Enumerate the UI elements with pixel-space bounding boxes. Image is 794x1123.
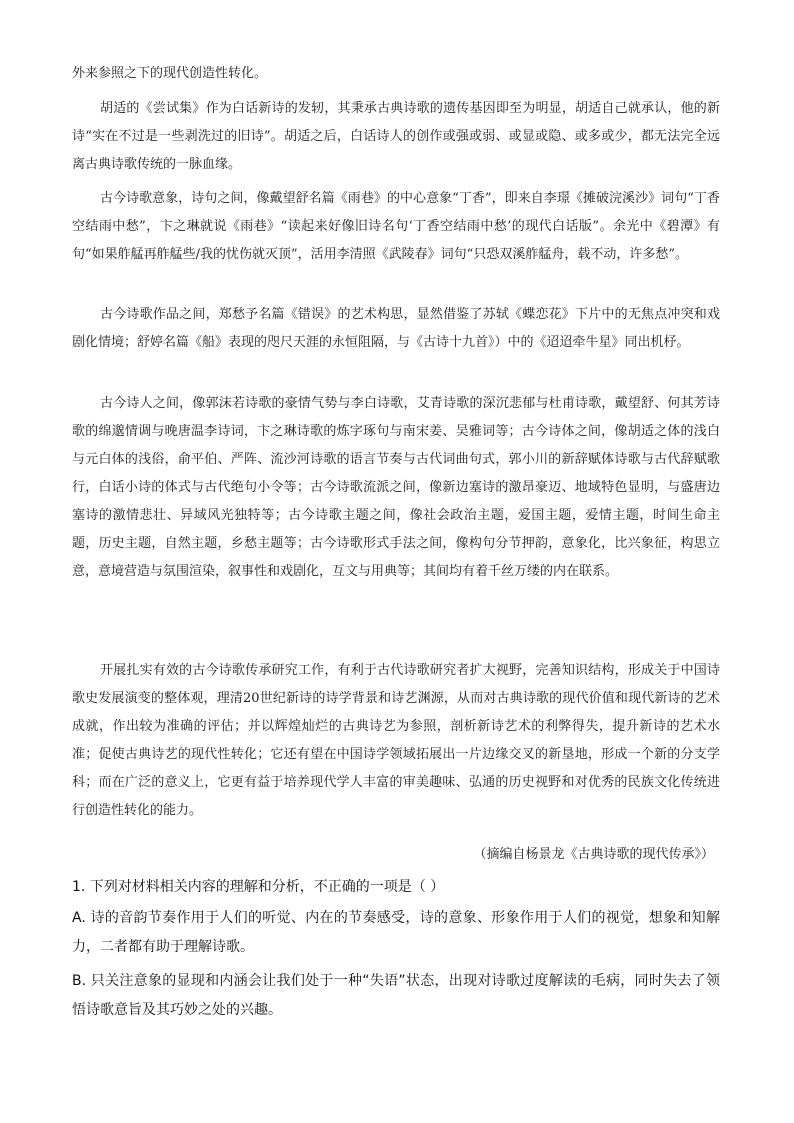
passage-paragraph-2: 古今诗歌意象，诗句之间，像戴望舒名篇《雨巷》的中心意象“丁香”，即来自李璟《摊破浣溪沙》词句“丁香空结雨中愁”，卞之琳就说《雨巷》“读起来好像旧诗名句‘丁香空结雨中愁’的现代白话版”。余光中《碧潭》有句“如果舴艋再舴艋些/我的忧伤就灭顶”，活用李清照《武陵春》词句“只恐双溪舴艋舟，载不动，许多愁”。 [72, 191, 720, 262]
passage-paragraph-0: 外来参照之下的现代创造性转化。 [72, 66, 268, 81]
source-citation: （摘编自杨景龙《古典诗歌的现代传承》） [473, 847, 714, 862]
passage-paragraph-5: 开展扎实有效的古今诗歌传承研究工作，有利于古代诗歌研究者扩大视野，完善知识结构，形成关于中国诗歌史发展演变的整体观，理清20世纪新诗的诗学背景和诗艺渊源，从而对古典诗歌的现代价值和现代新诗的艺术成就，作出较为准确的评估；并以辉煌灿烂的古典诗艺为参照，剖析新诗艺术的利弊得失，提升新诗的艺术水准；促使古典诗艺的现代性转化；它还有望在中国诗学领域拓展出一片边缘交叉的新垦地，形成一个新的分支学科；而在广泛的意义上，它更有益于培养现代学人丰富的审美趣味、弘通的历史视野和对优秀的民族文化传统进行创造性转化的能力。 [72, 663, 720, 818]
passage-paragraph-3: 古今诗歌作品之间，郑愁予名篇《错误》的艺术构思，显然借鉴了苏轼《蝶恋花》下片中的无焦点冲突和戏剧化情境；舒婷名篇《船》表现的咫尺天涯的永恒阻隔，与《古诗十九首》）中的《迢迢牵牛星》同出机杼。 [72, 307, 720, 350]
option-a: A. 诗的音韵节奏作用于人们的听觉、内在的节奏感受，诗的意象、形象作用于人们的视觉，想象和知解力，二者都有助于理解诗歌。 [72, 910, 720, 955]
passage-paragraph-1: 胡适的《尝试集》作为白话新诗的发轫，其秉承古典诗歌的遗传基因即至为明显，胡适自己就承认，他的新诗“实在不过是一些剥洗过的旧诗”。胡适之后，白话诗人的创作或强或弱、或显或隐、或多或少，都无法完全远离古典诗歌传统的一脉血缘。 [72, 101, 720, 172]
option-b: B. 只关注意象的显现和内涵会让我们处于一种“失语”状态，出现对诗歌过度解读的毛病，同时失去了领悟诗歌意旨及其巧妙之处的兴趣。 [72, 973, 720, 1018]
question-stem: 1. 下列对材料相关内容的理解和分析，不正确的一项是（ ） [72, 879, 445, 895]
passage-paragraph-4: 古今诗人之间，像郭沫若诗歌的豪情气势与李白诗歌，艾青诗歌的深沉悲郁与杜甫诗歌，戴望舒、何其芳诗歌的绵邈情调与晚唐温李诗词，卞之琳诗歌的炼字琢句与南宋姜、吴雅词等；古今诗体之间，像胡适之体的浅白与元白体的浅俗，俞平伯、严阵、流沙河诗歌的语言节奏与古代词曲句式，郭小川的新辞赋体诗歌与古代辞赋歌行，白话小诗的体式与古代绝句小令等；古今诗歌流派之间，像新边塞诗的激昂豪迈、地域特色显明，与盛唐边塞诗的激情悲壮、异域风光独特等；古今诗歌主题之间，像社会政治主题，爱国主题，爱情主题，时间生命主题，历史主题，自然主题，乡愁主题等；古今诗歌形式手法之间，像构句分节押韵，意象化，比兴象征，构思立意，意境营造与氛围渲染，叙事性和戏剧化，互文与用典等；其间均有着千丝万缕的内在联系。 [72, 396, 720, 579]
